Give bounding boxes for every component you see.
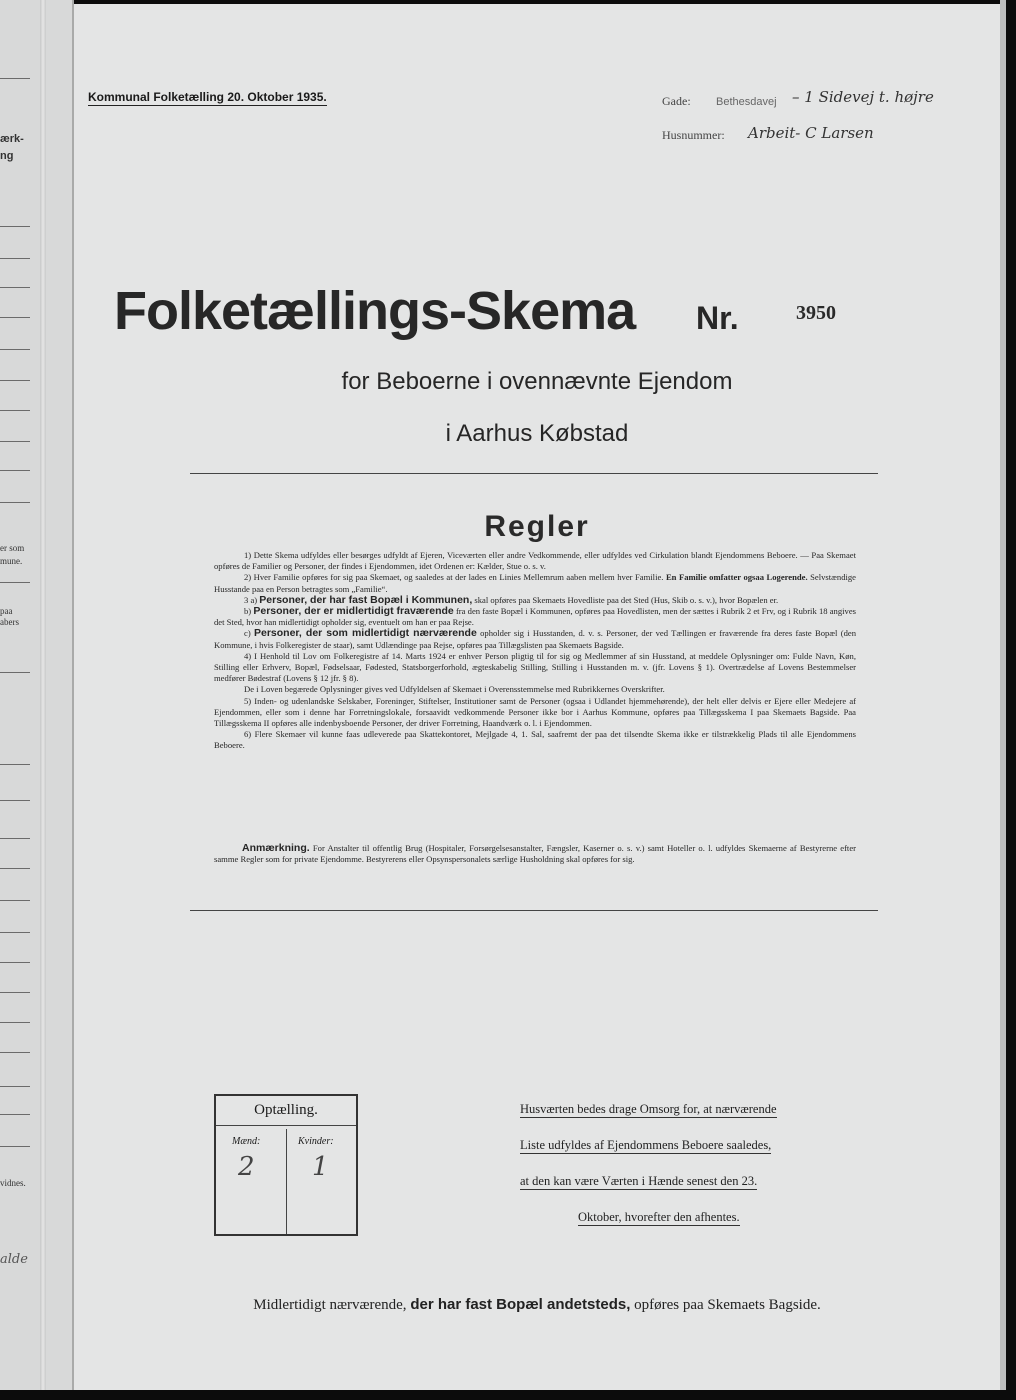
left-page-rule [0,900,30,901]
left-page-rule [0,868,30,869]
notice-line: at den kan være Værten i Hænde senest den 23. [520,1174,758,1188]
notice-line: Oktober, hvorefter den afhentes. [578,1210,740,1224]
form-number-label: Nr. [696,300,739,336]
rule-3c: c) Personer, der som midlertidigt nærværende opholder sig i Husstanden, d. v. s. Personer, der ved Tællingen er fraværende fra deres faste Bopæl (den Kommune, i hvis Folkeregister de staar), samt Udlændinge paa Rejse, opføres paa Tillægslisten paa Skemaets Bagside. [214,627,856,650]
annotation-label: Anmærkning. [242,842,310,854]
rule-4b: De i Loven begærede Oplysninger gives ved Udfyldelsen af Skemaet i Overensstemmelse med Rubrikkernes Overskrifter. [244,684,665,695]
footer-instruction: Midlertidigt nærværende, der har fast Bopæl andetsteds, opføres paa Skemaets Bagside. [253,1296,821,1313]
form-number: 3950 [796,302,836,324]
left-page-fragment: ærk- [0,133,24,145]
left-facing-page [0,0,74,1390]
count-box-divider [286,1129,287,1234]
left-page-rule [0,838,30,839]
divider [190,910,878,911]
rule-1: 1) Dette Skema udfyldes eller besørges udfyldt af Ejeren, Viceværten eller andre Vedkommende, eller udfyldes ved Cirkulation blandt Ejendommens Beboere. — Paa Skemaet opføres de Familier og Personer, der findes i Ejendommen, idet Ordenen er: Kælder, Stue o. s. v. [214,550,856,572]
annotation-text: For Anstalter til offentlig Brug (Hospitaler, Forsørgelsesanstalter, Fængsler, Kaserner o. s. v.) samt Hoteller o. l. udfyldes Skemaerne af Bestyrerne efter samme Regler som for private Ejendomme. Bestyrerens eller Opsynspersonalets særlige Husholdning skal opføres for sig. [214,843,856,865]
kvinder-label: Kvinder: [298,1136,334,1147]
left-page-rule [0,1052,30,1053]
left-page-rule [0,258,30,259]
page-fold [40,0,46,1390]
left-page-rule [0,764,30,765]
rule-3b: b) Personer, der er midlertidigt fraværende fra den faste Bopæl i Kommunen, opføres paa Hovedlisten, men der sættes i Rubrik 2 et Frv, og i Rubrik 18 angives det Sted, hvor han midlertidigt opholder sig, eventuelt om han er paa Rejse. [214,605,856,628]
left-page-rule [0,287,30,288]
annotation-note [214,843,856,865]
kvinder-count: 1 [312,1152,329,1182]
left-page-fragment: ng [0,150,14,162]
left-page-fragment: paa [0,606,13,616]
gade-printed-value: Bethesdavej [716,96,777,108]
rules-heading: Regler [484,510,590,543]
husnummer-label: Husnummer: [662,128,725,142]
form-subtitle-city: i Aarhus Købstad [445,420,629,447]
left-page-rule [0,441,30,442]
left-page-rule [0,672,30,673]
rules-text [214,550,856,752]
notice-line: Liste udfyldes af Ejendommens Beboere saaledes, [520,1138,772,1152]
left-page-rule [0,1086,30,1087]
rule-5: 5) Inden- og udenlandske Selskaber, Foreninger, Stiftelser, Institutioner samt de Personer (ogsaa i Udlandet hjemmehørende), der helt eller delvis er Ejere eller Medejere af Ejendommen, eller som i denne har Forretningslokale, forsaavidt vedkommende Personer ikke bor i Aarhus Kommune, opføres paa Tillægsskema I paa Skemaets Bagside. Paa Tillægsskema II opføres alle indenbysboende Personer, der driver Forretning, Haandværk o. l. i Ejendommen. [214,695,856,729]
husnummer-handwritten-value: Arbeit- C Larsen [748,124,874,142]
maend-label: Mænd: [232,1136,261,1147]
notice-line: Husværten bedes drage Omsorg for, at nærværende [520,1102,777,1116]
sheet-edge [1000,0,1006,1390]
left-page-fragment: vidnes. [0,1178,26,1188]
form-title: Folketællings-Skema [114,281,636,341]
left-page-rule [0,78,30,79]
rule-3a: 3 a) Personer, der har fast Bopæl i Kommunen, skal opføres paa Skemaets Hovedliste paa det Sted (Hus, Skib o. s. v.), hvor Bopælen er. [244,593,779,606]
rule-2: 2) Hver Familie opføres for sig paa Skemaet, og saaledes at der lades en Linies Mellemrum aaben mellem hver Familie. En Familie omfatter ogsaa Logerende. Selvstændige Husstande paa en Person betragtes som „Familie“. [214,572,856,594]
left-page-rule [0,470,30,471]
count-box-title: Optælling. [216,1102,356,1126]
divider [190,473,878,474]
left-page-rule [0,800,30,801]
census-date-heading: Kommunal Folketælling 20. Oktober 1935. [88,90,327,104]
left-page-fragment: er som [0,543,25,553]
left-page-rule [0,1146,30,1147]
left-page-rule [0,502,30,503]
left-page-rule [0,317,30,318]
count-box [214,1094,358,1236]
left-page-rule [0,962,30,963]
left-page-rule [0,380,30,381]
left-page-rule [0,1022,30,1023]
maend-count: 2 [238,1152,255,1182]
form-subtitle: for Beboerne i ovennævnte Ejendom [341,368,733,395]
left-page-rule [0,1114,30,1115]
left-page-handwriting: alde [0,1252,28,1267]
left-page-rule [0,932,30,933]
left-page-fragment: abers [0,617,19,627]
rule-4: 4) I Henhold til Lov om Folkeregistre af 14. Marts 1924 er enhver Person pligtig til for sig og Medlemmer af sin Husstand, at meddele Oplysninger om: Fulde Navn, Køn, Stilling eller Erhverv, Bopæl, Fødselsaar, Fødested, Statsborgerforhold, ægteskabelig Stilling, Stilling i Husstanden m. v. (jfr. Lovens § 1). Overtrædelse af Lovens Bestemmelser medfører Bødestraf (Lovens § 12 jfr. § 8). [214,650,856,684]
left-page-rule [0,992,30,993]
left-page-rule [0,226,30,227]
left-page-rule [0,582,30,583]
gade-label: Gade: [662,94,691,108]
left-page-rule [0,349,30,350]
left-page-rule [0,410,30,411]
rule-6: 6) Flere Skemaer vil kunne faas udleverede paa Skattekontoret, Mejlgade 4, 1. Sal, saafremt der paa det tilsendte Skema ikke er tilstrækkelig Plads til alle Ejendommens Beboere. [214,729,856,751]
left-page-fragment: mune. [0,556,23,566]
gade-handwritten-value: – 1 Sidevej t. højre [792,88,934,106]
